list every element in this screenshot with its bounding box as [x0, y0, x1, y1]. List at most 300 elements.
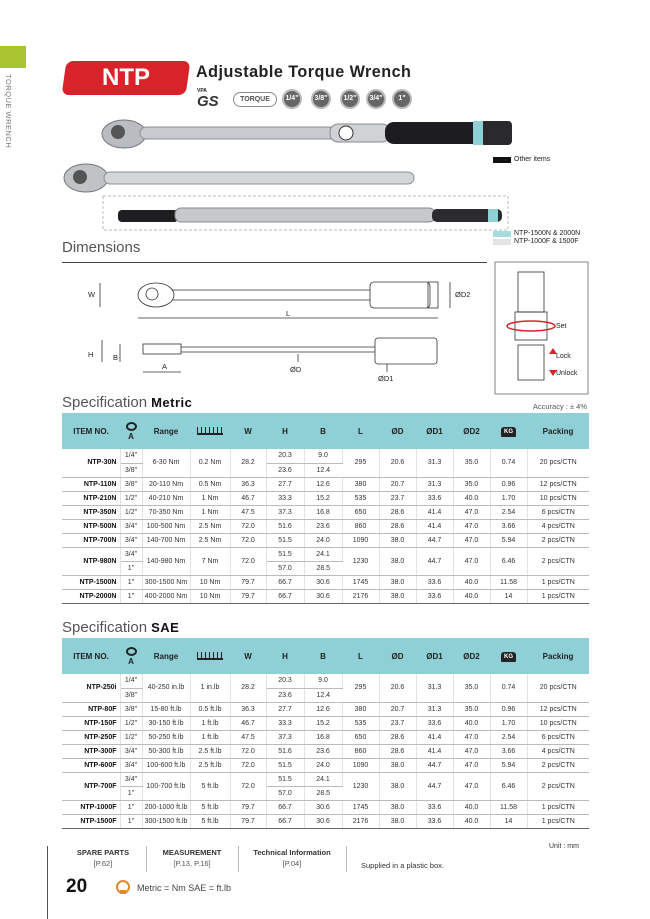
- table-cell: 33.3: [266, 491, 304, 505]
- table-cell: 12.4: [304, 688, 342, 702]
- table-cell: 3.66: [490, 519, 527, 533]
- table-cell: 2 pcs/CTN: [527, 772, 589, 800]
- sae-spec-table: [62, 638, 589, 829]
- table-cell: 14: [490, 814, 527, 828]
- table-cell: NTP-700F: [62, 772, 120, 800]
- table-cell: 535: [342, 491, 379, 505]
- table-cell: 1 pcs/CTN: [527, 575, 589, 589]
- header-row: [62, 638, 589, 674]
- table-cell: 35.0: [453, 674, 490, 702]
- column-header: ØD1: [416, 413, 453, 449]
- table-cell: 23.6: [304, 744, 342, 758]
- table-cell: 20-110 Nm: [142, 477, 190, 491]
- table-cell: 1/4": [120, 674, 142, 688]
- table-cell: 38.0: [379, 814, 416, 828]
- table-cell: 9.0: [304, 674, 342, 688]
- table-cell: 72.0: [230, 547, 266, 575]
- table-cell: 1090: [342, 758, 379, 772]
- table-cell: 10 Nm: [190, 575, 230, 589]
- table-cell: 140-700 Nm: [142, 533, 190, 547]
- dim-label-b: B: [113, 353, 119, 362]
- column-header: [190, 413, 230, 449]
- table-cell: 12 pcs/CTN: [527, 702, 589, 716]
- dimension-drawings: [0, 0, 650, 400]
- column-header: A: [120, 638, 142, 674]
- table-cell: 100-600 ft.lb: [142, 758, 190, 772]
- table-cell: 28.6: [379, 505, 416, 519]
- table-cell: 24.0: [304, 533, 342, 547]
- table-cell: NTP-150F: [62, 716, 120, 730]
- column-header: ITEM NO.: [62, 413, 120, 449]
- table-cell: 44.7: [416, 533, 453, 547]
- table-cell: 20 pcs/CTN: [527, 449, 589, 477]
- table-cell: 2176: [342, 814, 379, 828]
- table-cell: 4 pcs/CTN: [527, 744, 589, 758]
- table-cell: 46.7: [230, 491, 266, 505]
- table-cell: NTP-250i: [62, 674, 120, 702]
- table-cell: 1230: [342, 547, 379, 575]
- table-cell: 24.1: [304, 772, 342, 786]
- table-cell: 535: [342, 716, 379, 730]
- table-cell: 1": [120, 814, 142, 828]
- column-header: ØD2: [453, 638, 490, 674]
- table-cell: 16.8: [304, 730, 342, 744]
- table-cell: 0.2 Nm: [190, 449, 230, 477]
- table-cell: 35.0: [453, 477, 490, 491]
- weight-icon: KG: [501, 427, 516, 437]
- table-cell: 20.3: [266, 674, 304, 688]
- table-cell: 40.0: [453, 800, 490, 814]
- table-cell: 72.0: [230, 744, 266, 758]
- table-cell: 2.5 Nm: [190, 533, 230, 547]
- table-cell: 35.0: [453, 449, 490, 477]
- table-cell: 0.5 Nm: [190, 477, 230, 491]
- table-cell: 5 ft.lb: [190, 814, 230, 828]
- table-row: [62, 744, 589, 758]
- table-cell: 1090: [342, 533, 379, 547]
- model-badge: NTP: [62, 61, 191, 95]
- table-cell: 30.6: [304, 589, 342, 603]
- table-cell: 10 pcs/CTN: [527, 491, 589, 505]
- table-cell: 37.3: [266, 730, 304, 744]
- table-row: [62, 814, 589, 828]
- callout-set: Set: [556, 323, 567, 330]
- table-cell: 46.7: [230, 716, 266, 730]
- table-cell: 3/8": [120, 702, 142, 716]
- table-row: [62, 547, 589, 561]
- footer-separator: [238, 846, 239, 872]
- table-cell: 28.2: [230, 674, 266, 702]
- table-row: [62, 589, 589, 603]
- table-cell: 36.3: [230, 702, 266, 716]
- table-cell: 2176: [342, 589, 379, 603]
- table-cell: 2.54: [490, 730, 527, 744]
- table-cell: 40.0: [453, 814, 490, 828]
- table-cell: 6 pcs/CTN: [527, 730, 589, 744]
- footer-measurement: MEASUREMENT [P.13, P.16]: [162, 848, 222, 868]
- table-row: [62, 575, 589, 589]
- table-cell: NTP-30N: [62, 449, 120, 477]
- table-cell: 1": [120, 786, 142, 800]
- table-cell: 300-1500 Nm: [142, 575, 190, 589]
- table-cell: 12.4: [304, 463, 342, 477]
- table-cell: 28.6: [379, 519, 416, 533]
- table-cell: 2 pcs/CTN: [527, 533, 589, 547]
- graduation-icon: [197, 652, 223, 660]
- table-cell: 50-300 ft.lb: [142, 744, 190, 758]
- header-row: [62, 413, 589, 449]
- column-header: [490, 413, 527, 449]
- legend-ntp-1000f-1500f: NTP-1000F & 1500F: [514, 238, 579, 245]
- table-cell: 10 pcs/CTN: [527, 716, 589, 730]
- table-cell: 0.74: [490, 449, 527, 477]
- table-cell: 3/8": [120, 688, 142, 702]
- table-cell: 860: [342, 744, 379, 758]
- table-cell: 20.7: [379, 477, 416, 491]
- table-cell: 2.5 ft.lb: [190, 758, 230, 772]
- table-cell: 20.7: [379, 702, 416, 716]
- column-header: Packing: [527, 413, 589, 449]
- table-cell: 400-2000 Nm: [142, 589, 190, 603]
- table-cell: 79.7: [230, 800, 266, 814]
- table-cell: 3/4": [120, 519, 142, 533]
- column-header: A: [120, 413, 142, 449]
- table-cell: 36.3: [230, 477, 266, 491]
- table-cell: 79.7: [230, 589, 266, 603]
- table-cell: 47.0: [453, 519, 490, 533]
- table-cell: 20 pcs/CTN: [527, 674, 589, 702]
- table-cell: 24.1: [304, 547, 342, 561]
- table-cell: 12 pcs/CTN: [527, 477, 589, 491]
- table-row: [62, 702, 589, 716]
- unit-note: Unit : mm: [549, 843, 579, 850]
- legend-other-items: Other items: [514, 156, 551, 163]
- table-cell: 51.6: [266, 519, 304, 533]
- table-cell: NTP-2000N: [62, 589, 120, 603]
- table-cell: 1 ft.lb: [190, 716, 230, 730]
- table-cell: 200-1000 ft.lb: [142, 800, 190, 814]
- table-cell: 650: [342, 730, 379, 744]
- table-cell: 3/4": [120, 772, 142, 786]
- table-cell: 66.7: [266, 589, 304, 603]
- table-cell: 12.6: [304, 702, 342, 716]
- table-cell: 72.0: [230, 772, 266, 800]
- column-header: W: [230, 413, 266, 449]
- table-cell: 28.5: [304, 786, 342, 800]
- table-cell: 79.7: [230, 575, 266, 589]
- table-cell: NTP-1000F: [62, 800, 120, 814]
- table-cell: 70-350 Nm: [142, 505, 190, 519]
- table-cell: NTP-350N: [62, 505, 120, 519]
- table-cell: 15.2: [304, 491, 342, 505]
- table-cell: 6.46: [490, 547, 527, 575]
- table-cell: 33.6: [416, 575, 453, 589]
- table-cell: 14: [490, 589, 527, 603]
- footer-separator: [346, 846, 347, 872]
- table-cell: 3.66: [490, 744, 527, 758]
- table-cell: NTP-300F: [62, 744, 120, 758]
- table-cell: 30.6: [304, 814, 342, 828]
- table-cell: 47.0: [453, 772, 490, 800]
- table-row: [62, 758, 589, 772]
- table-cell: 1.70: [490, 716, 527, 730]
- table-cell: 38.0: [379, 758, 416, 772]
- table-cell: 1 pcs/CTN: [527, 814, 589, 828]
- table-cell: 47.0: [453, 547, 490, 575]
- table-cell: NTP-600F: [62, 758, 120, 772]
- table-cell: 51.6: [266, 744, 304, 758]
- metric-heading: Specification Metric: [62, 394, 193, 411]
- table-cell: 40.0: [453, 716, 490, 730]
- table-row: [62, 800, 589, 814]
- table-row: [62, 449, 589, 463]
- table-cell: 100-500 Nm: [142, 519, 190, 533]
- table-cell: 9.0: [304, 449, 342, 463]
- table-row: [62, 674, 589, 688]
- table-cell: 23.6: [266, 463, 304, 477]
- section-label: TORQUE WRENCH: [4, 74, 13, 149]
- table-cell: 47.0: [453, 744, 490, 758]
- table-cell: 6.46: [490, 772, 527, 800]
- table-cell: 66.7: [266, 800, 304, 814]
- table-cell: 40.0: [453, 575, 490, 589]
- table-row: [62, 772, 589, 786]
- table-cell: NTP-210N: [62, 491, 120, 505]
- table-cell: 1": [120, 589, 142, 603]
- table-cell: 47.5: [230, 730, 266, 744]
- table-row: [62, 533, 589, 547]
- column-header: L: [342, 638, 379, 674]
- table-cell: 860: [342, 519, 379, 533]
- table-row: [62, 477, 589, 491]
- table-cell: 12.6: [304, 477, 342, 491]
- accuracy-note: Accuracy : ± 4%: [532, 402, 587, 411]
- table-cell: NTP-700N: [62, 533, 120, 547]
- table-cell: 295: [342, 674, 379, 702]
- table-cell: 31.3: [416, 477, 453, 491]
- table-cell: 100-700 ft.lb: [142, 772, 190, 800]
- table-cell: 4 pcs/CTN: [527, 519, 589, 533]
- table-cell: 33.6: [416, 589, 453, 603]
- column-header: Packing: [527, 638, 589, 674]
- table-cell: 1 Nm: [190, 491, 230, 505]
- gs-certification-badge: VPA GS: [197, 88, 219, 110]
- table-cell: 2 pcs/CTN: [527, 758, 589, 772]
- table-row: [62, 730, 589, 744]
- column-header: ITEM NO.: [62, 638, 120, 674]
- column-header: ØD2: [453, 413, 490, 449]
- dim-label-od1: ØD1: [378, 374, 394, 383]
- table-cell: 10 Nm: [190, 589, 230, 603]
- table-cell: 40.0: [453, 589, 490, 603]
- table-cell: 1745: [342, 800, 379, 814]
- table-cell: 51.5: [266, 547, 304, 561]
- table-cell: 51.5: [266, 758, 304, 772]
- column-header: Range: [142, 638, 190, 674]
- table-cell: 28.5: [304, 561, 342, 575]
- table-cell: 41.4: [416, 744, 453, 758]
- table-cell: 38.0: [379, 547, 416, 575]
- table-cell: 30-150 ft.lb: [142, 716, 190, 730]
- legend-ntp-1500n-2000n: NTP-1500N & 2000N: [514, 230, 581, 237]
- table-cell: 24.0: [304, 758, 342, 772]
- table-cell: 27.7: [266, 477, 304, 491]
- table-cell: 300-1500 ft.lb: [142, 814, 190, 828]
- table-cell: 23.6: [266, 688, 304, 702]
- table-cell: NTP-1500F: [62, 814, 120, 828]
- metric-spec-table: [62, 413, 589, 604]
- table-cell: 47.5: [230, 505, 266, 519]
- drive-size-3-4: 3/4": [366, 89, 386, 109]
- socket-icon: [116, 880, 130, 894]
- table-cell: 1.70: [490, 491, 527, 505]
- unit-legend: Metric = Nm SAE = ft.lb: [137, 883, 232, 893]
- table-cell: NTP-250F: [62, 730, 120, 744]
- graduation-icon: [197, 427, 223, 435]
- table-cell: 380: [342, 477, 379, 491]
- table-cell: 1230: [342, 772, 379, 800]
- table-cell: 44.7: [416, 547, 453, 575]
- column-header: W: [230, 638, 266, 674]
- table-cell: 30.6: [304, 800, 342, 814]
- table-row: [62, 491, 589, 505]
- product-title: Adjustable Torque Wrench: [196, 62, 412, 81]
- table-cell: 16.8: [304, 505, 342, 519]
- table-cell: 1745: [342, 575, 379, 589]
- table-cell: 33.6: [416, 491, 453, 505]
- table-cell: 47.0: [453, 758, 490, 772]
- table-cell: 47.0: [453, 533, 490, 547]
- page-divider: [47, 846, 48, 919]
- table-cell: 295: [342, 449, 379, 477]
- table-cell: 28.2: [230, 449, 266, 477]
- table-cell: NTP-500N: [62, 519, 120, 533]
- dim-label-l: L: [286, 309, 291, 318]
- table-cell: 38.0: [379, 800, 416, 814]
- table-cell: 1/2": [120, 505, 142, 519]
- table-cell: 23.7: [379, 716, 416, 730]
- table-cell: 44.7: [416, 758, 453, 772]
- table-cell: 51.5: [266, 772, 304, 786]
- callout-unlock: Unlock: [556, 370, 578, 377]
- table-cell: 33.6: [416, 800, 453, 814]
- column-header: B: [304, 638, 342, 674]
- table-cell: 57.0: [266, 561, 304, 575]
- table-cell: 2.5 Nm: [190, 519, 230, 533]
- table-cell: 5 ft.lb: [190, 800, 230, 814]
- table-cell: 1 pcs/CTN: [527, 589, 589, 603]
- table-cell: NTP-110N: [62, 477, 120, 491]
- table-cell: 28.6: [379, 744, 416, 758]
- column-header: ØD: [379, 413, 416, 449]
- table-cell: 35.0: [453, 702, 490, 716]
- drive-size-1-2: 1/2": [340, 89, 360, 109]
- table-cell: 15-80 ft.lb: [142, 702, 190, 716]
- table-cell: 3/4": [120, 533, 142, 547]
- footer-technical-info: Technical Information [P.04]: [253, 848, 331, 868]
- dim-label-a: A: [162, 362, 168, 371]
- drive-size-1: 1": [392, 89, 412, 109]
- callout-lock: Lock: [556, 353, 571, 360]
- table-cell: 47.0: [453, 730, 490, 744]
- table-cell: 57.0: [266, 786, 304, 800]
- column-header: B: [304, 413, 342, 449]
- table-cell: 66.7: [266, 575, 304, 589]
- table-cell: 40.0: [453, 491, 490, 505]
- column-header: ØD: [379, 638, 416, 674]
- table-cell: 33.6: [416, 814, 453, 828]
- table-row: [62, 716, 589, 730]
- table-cell: 3/4": [120, 758, 142, 772]
- dim-label-od: ØD: [290, 365, 302, 374]
- table-cell: 72.0: [230, 533, 266, 547]
- column-header: [190, 638, 230, 674]
- table-cell: 1/4": [120, 449, 142, 463]
- table-cell: 44.7: [416, 772, 453, 800]
- table-cell: 5.94: [490, 533, 527, 547]
- table-cell: 0.96: [490, 477, 527, 491]
- table-cell: 51.5: [266, 533, 304, 547]
- column-header: [490, 638, 527, 674]
- table-cell: 1 ft.lb: [190, 730, 230, 744]
- table-cell: 31.3: [416, 674, 453, 702]
- table-cell: 28.6: [379, 730, 416, 744]
- table-cell: 33.3: [266, 716, 304, 730]
- table-cell: 15.2: [304, 716, 342, 730]
- dim-label-od2: ØD2: [455, 290, 471, 299]
- dimensions-title: Dimensions: [62, 239, 141, 256]
- table-cell: 27.7: [266, 702, 304, 716]
- weight-icon: KG: [501, 652, 516, 662]
- table-cell: 3/8": [120, 477, 142, 491]
- table-cell: 38.0: [379, 533, 416, 547]
- table-cell: 2.5 ft.lb: [190, 744, 230, 758]
- table-cell: 1": [120, 561, 142, 575]
- table-cell: 38.0: [379, 575, 416, 589]
- supplied-note: Supplied in a plastic box.: [361, 861, 444, 870]
- table-cell: 6 pcs/CTN: [527, 505, 589, 519]
- table-cell: 38.0: [379, 589, 416, 603]
- table-cell: 1/2": [120, 716, 142, 730]
- table-cell: 20.3: [266, 449, 304, 463]
- table-cell: 11.58: [490, 575, 527, 589]
- table-cell: 1/2": [120, 491, 142, 505]
- table-cell: 23.7: [379, 491, 416, 505]
- table-cell: 33.6: [416, 716, 453, 730]
- drive-size-1-4: 1/4": [282, 89, 302, 109]
- table-cell: 38.0: [379, 772, 416, 800]
- table-cell: 20.6: [379, 674, 416, 702]
- table-cell: 31.3: [416, 702, 453, 716]
- footer-separator: [146, 846, 147, 872]
- table-cell: 11.58: [490, 800, 527, 814]
- table-cell: 1/2": [120, 730, 142, 744]
- table-cell: 0.74: [490, 674, 527, 702]
- page-number: 20: [66, 876, 88, 897]
- table-cell: 30.6: [304, 575, 342, 589]
- torque-badge: TORQUE: [233, 92, 277, 107]
- column-header: L: [342, 413, 379, 449]
- table-cell: 40-250 in.lb: [142, 674, 190, 702]
- socket-icon: [126, 422, 137, 431]
- table-cell: 140-980 Nm: [142, 547, 190, 575]
- table-cell: 0.96: [490, 702, 527, 716]
- column-header: H: [266, 638, 304, 674]
- table-cell: 2 pcs/CTN: [527, 547, 589, 575]
- table-cell: 380: [342, 702, 379, 716]
- table-cell: 20.6: [379, 449, 416, 477]
- column-header: ØD1: [416, 638, 453, 674]
